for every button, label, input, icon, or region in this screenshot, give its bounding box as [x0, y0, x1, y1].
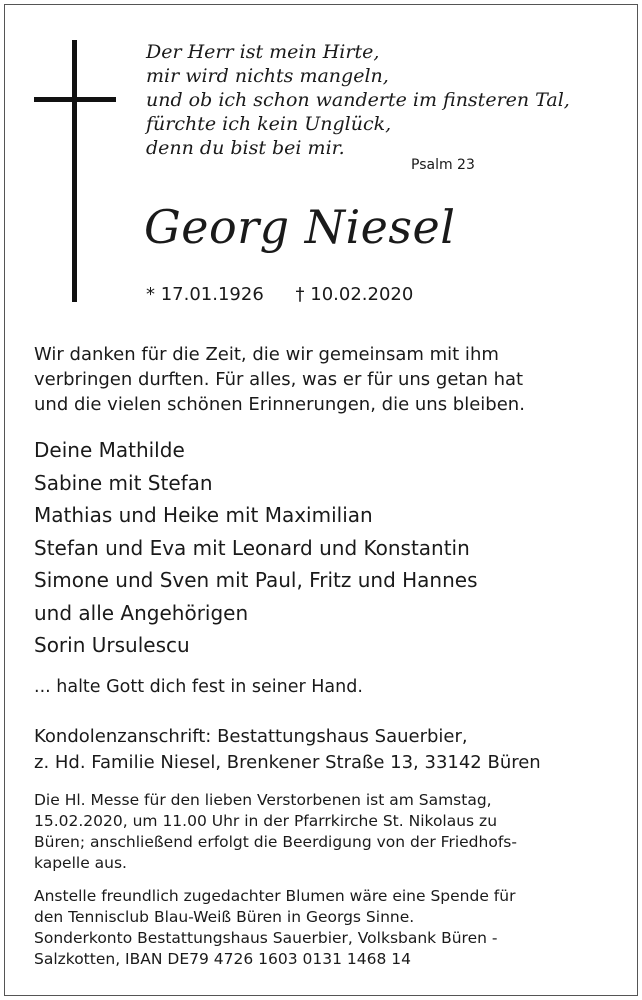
- mass-line: kapelle aus.: [34, 854, 127, 872]
- birth-date: * 17.01.1926: [146, 284, 264, 305]
- mourner-item: Deine Mathilde: [34, 438, 185, 462]
- condolence-address: [34, 724, 541, 776]
- thanks-paragraph: [34, 342, 525, 417]
- psalm-line: und ob ich schon wanderte im finsteren Tal,: [146, 89, 570, 111]
- psalm-quote: [146, 40, 570, 160]
- donation-line: den Tennisclub Blau-Weiß Büren in Georgs Sinne.: [34, 908, 415, 926]
- address-line: z. Hd. Familie Niesel, Brenkener Straße 13, 33142 Büren: [34, 752, 541, 773]
- thanks-line: verbringen durften. Für alles, was er für uns getan hat: [34, 369, 524, 390]
- mourner-item: und alle Angehörigen: [34, 600, 249, 625]
- mass-line: Die Hl. Messe für den lieben Verstorbenen ist am Samstag,: [34, 791, 492, 809]
- psalm-line: fürchte ich kein Unglück,: [146, 113, 392, 135]
- closing-line: ... halte Gott dich fest in seiner Hand.: [34, 677, 363, 697]
- thanks-line: Wir danken für die Zeit, die wir gemeinsam mit ihm: [34, 344, 499, 365]
- psalm-reference: Psalm 23: [411, 157, 475, 173]
- address-line: Kondolenzanschrift: Bestattungshaus Sauerbier,: [34, 726, 468, 747]
- donation-line: Sonderkonto Bestattungshaus Sauerbier, Volksbank Büren -: [34, 929, 498, 947]
- mourner-item: Mathias und Heike mit Maximilian: [34, 503, 373, 527]
- cross-vertical-bar: [72, 40, 77, 302]
- psalm-line: mir wird nichts mangeln,: [146, 65, 389, 87]
- mourner-item: Simone und Sven mit Paul, Fritz und Hannes: [34, 568, 478, 592]
- mourner-item: Sabine mit Stefan: [34, 470, 213, 495]
- psalm-line: Der Herr ist mein Hirte,: [146, 41, 380, 63]
- psalm-line: denn du bist bei mir.: [146, 137, 345, 159]
- donation-line: Salzkotten, IBAN DE79 4726 1603 0131 1468 14: [34, 950, 411, 968]
- mourners-list: [34, 434, 478, 662]
- death-date: † 10.02.2020: [295, 284, 414, 305]
- life-dates: [146, 284, 413, 305]
- deceased-name: Georg Niesel: [144, 200, 456, 254]
- mass-line: 15.02.2020, um 11.00 Uhr in der Pfarrkirche St. Nikolaus zu: [34, 812, 498, 830]
- cross-horizontal-bar: [34, 97, 116, 102]
- thanks-line: und die vielen schönen Erinnerungen, die uns bleiben.: [34, 394, 525, 415]
- funeral-mass-notice: [34, 790, 517, 874]
- donation-line: Anstelle freundlich zugedachter Blumen wäre eine Spende für: [34, 887, 516, 905]
- mass-line: Büren; anschließend erfolgt die Beerdigung von der Friedhofs-: [34, 833, 517, 851]
- mourner-item: Sorin Ursulescu: [34, 633, 190, 657]
- mourner-item: Stefan und Eva mit Leonard und Konstantin: [34, 535, 470, 560]
- donation-notice: [34, 886, 515, 970]
